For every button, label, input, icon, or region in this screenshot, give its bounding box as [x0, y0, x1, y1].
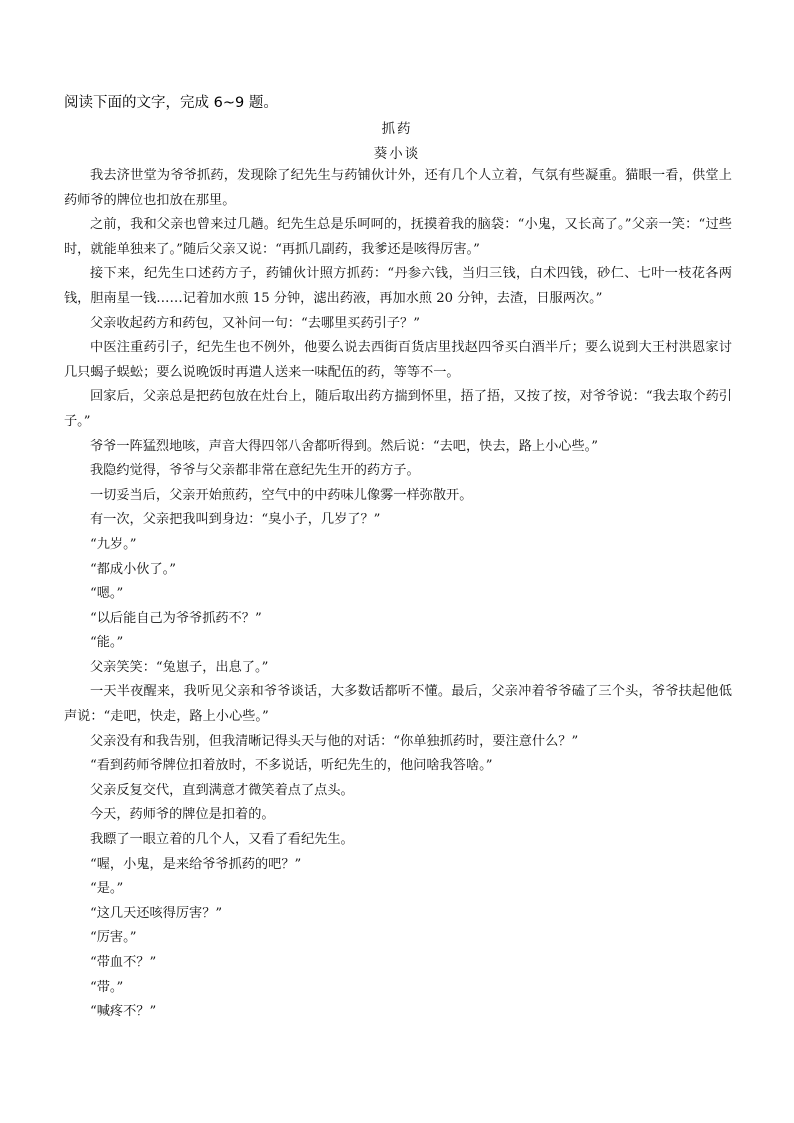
paragraph: 今天，药师爷的牌位是扣着的。: [90, 807, 275, 823]
paragraph: 接下来，纪先生口述药方子，药铺伙计照方抓药：“丹参六钱，当归三钱，白术四钱，砂仁、七叶一枝花各两钱，胆南星一钱……记着加水煎 15 分钟，滤出药液，再加水煎 20 分钟，去渣，日服两次。”: [64, 266, 732, 306]
paragraph: 有一次，父亲把我叫到身边：“臭小子，几岁了？”: [90, 512, 381, 528]
dialogue-line: “带。”: [90, 979, 124, 995]
paragraph: 我去济世堂为爷爷抓药，发现除了纪先生与药铺伙计外，还有几个人立着，气氛有些凝重。猫眼一看，供堂上药师爷的牌位也扣放在那里。: [64, 168, 732, 208]
dialogue-line: “嗯。”: [90, 586, 124, 602]
paragraph: 回家后，父亲总是把药包放在灶台上，随后取出药方揣到怀里，捂了捂，又按了按，对爷爷说：“我去取个药引子。”: [64, 389, 732, 429]
dialogue-line: “喔，小鬼，是来给爷爷抓药的吧？”: [90, 856, 302, 872]
paragraph: 我隐约觉得，爷爷与父亲都非常在意纪先生开的药方子。: [90, 463, 420, 479]
dialogue-line: “以后能自己为爷爷抓药不？”: [90, 610, 262, 626]
paragraph: 一切妥当后，父亲开始煎药，空气中的中药味儿像雾一样弥散开。: [90, 487, 473, 503]
dialogue-line: “能。”: [90, 635, 124, 651]
paragraph: 我瞟了一眼立着的几个人，又看了看纪先生。: [90, 832, 354, 848]
dialogue-line: “厉害。”: [90, 930, 137, 946]
paragraph: 爷爷一阵猛烈地咳，声音大得四邻八舍都听得到。然后说：“去吧，快去，路上小心些。”: [90, 438, 599, 454]
dialogue-line: “喊疼不？”: [90, 1004, 157, 1020]
paragraph: 中医注重药引子，纪先生也不例外，他要么说去西街百货店里找赵四爷买白酒半斤；要么说到大王村洪恩家讨几只蝎子蜈蚣；要么说晚饭时再遣人送来一味配伍的药，等等不一。: [64, 340, 732, 380]
paragraph: 父亲反复交代，直到满意才微笑着点了点头。: [90, 782, 354, 798]
article-title: 抓药: [381, 121, 413, 137]
paragraph: 一天半夜醒来，我听见父亲和爷爷谈话，大多数话都听不懂。最后，父亲冲着爷爷磕了三个头，爷爷扶起他低声说：“走吧，快走，路上小心些。”: [64, 684, 732, 725]
paragraph: 父亲没有和我告别，但我清晰记得头天与他的对话：“你单独抓药时，要注意什么？”: [90, 733, 579, 749]
dialogue-line: “九岁。”: [90, 536, 137, 552]
article-author: 葵小谈: [373, 146, 421, 162]
article-body: [64, 164, 732, 1025]
dialogue-line: “是。”: [90, 881, 124, 897]
dialogue-line: “看到药师爷牌位扣着放时，不多说话，听纪先生的，他问啥我答啥。”: [90, 758, 493, 774]
dialogue-line: “都成小伙了。”: [90, 561, 177, 577]
dialogue-line: “带血不？”: [90, 955, 157, 970]
dialogue-line: “这几天还咳得厉害？”: [90, 905, 223, 921]
paragraph: 之前，我和父亲也曾来过几趟。纪先生总是乐呵呵的，抚摸着我的脑袋：“小鬼，又长高了。”父亲一笑：“过些时，就能单独来了。”随后父亲又说：“再抓几副药，我爹还是咳得厉害。”: [64, 217, 732, 257]
paragraph: 父亲笑笑：“兔崽子，出息了。”: [90, 659, 269, 675]
paragraph: 父亲收起药方和药包，又补问一句：“去哪里买药引子？”: [90, 315, 420, 331]
question-instruction: 阅读下面的文字，完成 6~9 题。: [64, 95, 278, 111]
